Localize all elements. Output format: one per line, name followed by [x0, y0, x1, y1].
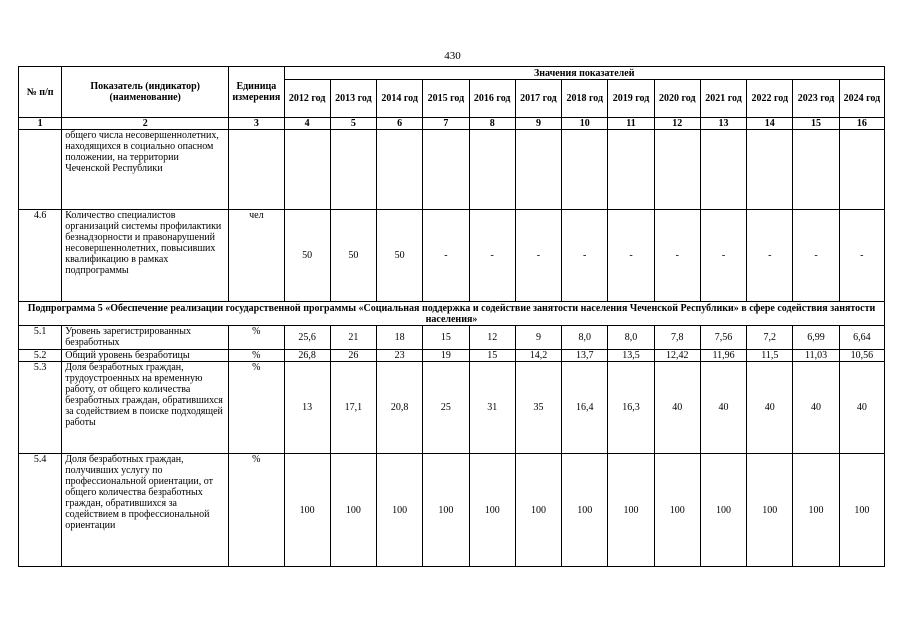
row-value: 11,96	[700, 350, 746, 362]
row-value	[839, 130, 884, 210]
row-value: -	[469, 210, 515, 302]
row-value: -	[747, 210, 793, 302]
row-value: 13,7	[562, 350, 608, 362]
column-number: 16	[839, 118, 884, 130]
page-number: 430	[444, 50, 461, 62]
row-value	[469, 130, 515, 210]
header-year: 2017 год	[515, 80, 561, 118]
row-value: -	[608, 210, 654, 302]
row-value: 40	[839, 362, 884, 454]
column-number: 5	[330, 118, 376, 130]
column-number: 10	[562, 118, 608, 130]
row-value: -	[515, 210, 561, 302]
row-value: 40	[654, 362, 700, 454]
row-value: 100	[562, 454, 608, 567]
row-value: 11,03	[793, 350, 839, 362]
row-value: 7,8	[654, 326, 700, 350]
row-value: 40	[747, 362, 793, 454]
row-value	[377, 130, 423, 210]
row-value: -	[654, 210, 700, 302]
row-value: -	[700, 210, 746, 302]
row-value	[747, 130, 793, 210]
column-number: 12	[654, 118, 700, 130]
row-value: 100	[608, 454, 654, 567]
row-value: 23	[377, 350, 423, 362]
row-value: 9	[515, 326, 561, 350]
row-value	[654, 130, 700, 210]
row-value: 14,2	[515, 350, 561, 362]
column-number: 2	[62, 118, 229, 130]
row-value: 16,3	[608, 362, 654, 454]
table-row	[19, 326, 885, 350]
column-number: 7	[423, 118, 469, 130]
row-value: 18	[377, 326, 423, 350]
row-value: 100	[515, 454, 561, 567]
column-number: 14	[747, 118, 793, 130]
row-value: 100	[284, 454, 330, 567]
header-unit: Единица измерения	[229, 67, 284, 118]
row-value	[423, 130, 469, 210]
row-value: 100	[700, 454, 746, 567]
row-value: 25,6	[284, 326, 330, 350]
row-unit: %	[229, 362, 284, 454]
column-number: 8	[469, 118, 515, 130]
column-number: 6	[377, 118, 423, 130]
subprogram-title: Подпрограмма 5 «Обеспечение реализации государственной программы «Социальная поддержка и содействие занятости населения Чеченской Республики» в сфере содействия занятости населения»	[19, 302, 885, 326]
row-value: 7,56	[700, 326, 746, 350]
header-year: 2019 год	[608, 80, 654, 118]
header-year: 2018 год	[562, 80, 608, 118]
row-value: 15	[469, 350, 515, 362]
row-value: 12,42	[654, 350, 700, 362]
row-value: 8,0	[608, 326, 654, 350]
row-value: 100	[654, 454, 700, 567]
row-value: 35	[515, 362, 561, 454]
table-row	[19, 210, 885, 302]
row-value: 100	[747, 454, 793, 567]
row-value: 40	[700, 362, 746, 454]
row-value: 13	[284, 362, 330, 454]
row-value: 6,64	[839, 326, 884, 350]
row-value: 31	[469, 362, 515, 454]
row-value: 17,1	[330, 362, 376, 454]
column-number: 13	[700, 118, 746, 130]
header-num: № п/п	[19, 67, 62, 118]
row-value: 50	[377, 210, 423, 302]
row-value: -	[423, 210, 469, 302]
header-year: 2015 год	[423, 80, 469, 118]
row-value: 16,4	[562, 362, 608, 454]
table-row	[19, 362, 885, 454]
row-value	[284, 130, 330, 210]
row-indicator-name: Уровень зарегистрированных безработных	[62, 326, 229, 350]
row-number	[19, 130, 62, 210]
row-indicator-name: Общий уровень безработицы	[62, 350, 229, 362]
row-number: 5.3	[19, 362, 62, 454]
row-value: 100	[839, 454, 884, 567]
row-value: 13,5	[608, 350, 654, 362]
row-value	[515, 130, 561, 210]
row-value: 7,2	[747, 326, 793, 350]
row-value	[793, 130, 839, 210]
row-number: 5.1	[19, 326, 62, 350]
row-value: 100	[469, 454, 515, 567]
header-year: 2014 год	[377, 80, 423, 118]
row-unit: %	[229, 326, 284, 350]
column-number: 4	[284, 118, 330, 130]
row-value: 8,0	[562, 326, 608, 350]
column-number: 9	[515, 118, 561, 130]
table-row	[19, 454, 885, 567]
indicators-table	[18, 66, 885, 567]
row-value: 12	[469, 326, 515, 350]
row-value: -	[562, 210, 608, 302]
column-number: 3	[229, 118, 284, 130]
header-indicator: Показатель (индикатор) (наименование)	[62, 67, 229, 118]
header-year: 2012 год	[284, 80, 330, 118]
row-indicator-name: общего числа несовершеннолетних, находящихся в социально опасном положении, на территории Чеченской Республики	[62, 130, 229, 210]
row-value: 26,8	[284, 350, 330, 362]
row-value: 100	[330, 454, 376, 567]
row-value: 25	[423, 362, 469, 454]
row-value: 50	[330, 210, 376, 302]
row-value: 6,99	[793, 326, 839, 350]
row-value: 50	[284, 210, 330, 302]
row-indicator-name: Количество специалистов организаций системы профилактики безнадзорности и правонарушений несовершеннолетних, повысивших квалификацию в рамках подпрограммы	[62, 210, 229, 302]
row-unit	[229, 130, 284, 210]
row-number: 5.2	[19, 350, 62, 362]
header-year: 2016 год	[469, 80, 515, 118]
column-number: 11	[608, 118, 654, 130]
column-number: 15	[793, 118, 839, 130]
header-values: Значения показателей	[284, 67, 885, 80]
header-year: 2020 год	[654, 80, 700, 118]
row-value: 15	[423, 326, 469, 350]
row-value: 20,8	[377, 362, 423, 454]
row-value	[700, 130, 746, 210]
row-unit: %	[229, 454, 284, 567]
row-number: 4.6	[19, 210, 62, 302]
row-unit: %	[229, 350, 284, 362]
header-year: 2024 год	[839, 80, 884, 118]
row-value: 10,56	[839, 350, 884, 362]
row-value: 100	[793, 454, 839, 567]
column-number: 1	[19, 118, 62, 130]
row-number: 5.4	[19, 454, 62, 567]
row-value: 100	[377, 454, 423, 567]
row-value	[608, 130, 654, 210]
row-value: 26	[330, 350, 376, 362]
header-year: 2022 год	[747, 80, 793, 118]
row-value: 21	[330, 326, 376, 350]
header-year: 2013 год	[330, 80, 376, 118]
row-value: 100	[423, 454, 469, 567]
row-indicator-name: Доля безработных граждан, получивших услугу по профессиональной ориентации, от общего количества безработных граждан, обратившихся за содействием в профессиональной ориентации	[62, 454, 229, 567]
row-value: 11,5	[747, 350, 793, 362]
row-value: -	[793, 210, 839, 302]
row-value: 19	[423, 350, 469, 362]
table-row	[19, 350, 885, 362]
header-year: 2023 год	[793, 80, 839, 118]
table-row	[19, 130, 885, 210]
row-value: -	[839, 210, 884, 302]
row-value	[562, 130, 608, 210]
row-value	[330, 130, 376, 210]
row-value: 40	[793, 362, 839, 454]
row-unit: чел	[229, 210, 284, 302]
row-indicator-name: Доля безработных граждан, трудоустроенных на временную работу, от общего количества безработных граждан, обратившихся за содействием в поиске подходящей работы	[62, 362, 229, 454]
header-year: 2021 год	[700, 80, 746, 118]
